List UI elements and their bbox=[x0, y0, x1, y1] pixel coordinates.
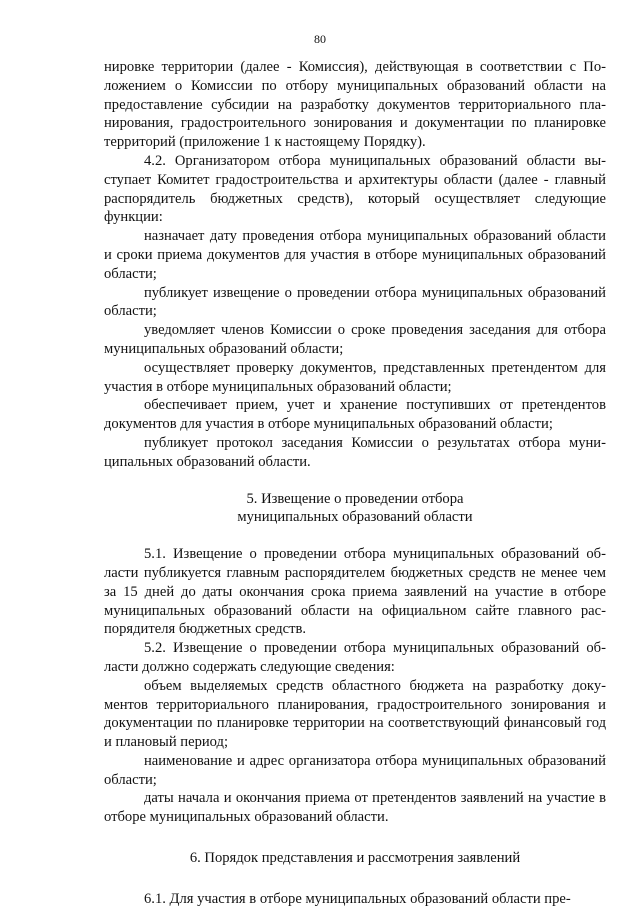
paragraph-5-1: 5.1. Извещение о проведении отбора муниципальных образований области публикуется главным распорядителем бюджетных средств не менее чем за 15 дней до даты окончания срока приема заявлений на участие в отборе муниципальных образований области на официальном сайте главного распорядителя бюджетных средств. bbox=[104, 546, 606, 638]
paragraph-continuation: нировке территории (далее - Комиссия), действующая в соответствии с Положением о Комиссии по отбору муниципальных образований области на предоставление субсидии на разработку документов территориального планирования, градостроительного зонирования и документации по планировке территорий (приложение 1 к настоящему Порядку). bbox=[104, 59, 606, 151]
list-item-notice-info: объем выделяемых средств областного бюджета на разработку документов территориального планирования, градостроительного зонирования и документации по планировке территории на соответствующий финансовый год и плановый период; bbox=[104, 677, 606, 751]
paragraph-5-2: 5.2. Извещение о проведении отбора муниципальных образований области должно содержать следующие сведения: bbox=[104, 640, 606, 675]
list-item-function: осуществляет проверку документов, представленных претендентом для участия в отборе муниципальных образований области; bbox=[104, 359, 606, 395]
page-number: 80 bbox=[314, 32, 326, 46]
list-item-notice-info: даты начала и окончания приема от претендентов заявлений на участие в отборе муниципальных образований области. bbox=[104, 790, 606, 826]
list-item-function: публикует извещение о проведении отбора муниципальных образований области; bbox=[104, 284, 606, 320]
list-item-function: уведомляет членов Комиссии о сроке проведения заседания для отбора муниципальных образований области; bbox=[104, 322, 606, 357]
paragraph-6-1: 6.1. Для участия в отборе муниципальных образований области пре- bbox=[144, 890, 571, 907]
list-item-notice-info: наименование и адрес организатора отбора муниципальных образований области; bbox=[104, 752, 606, 788]
section-5-heading-line1: 5. Извещение о проведении отбора bbox=[246, 490, 464, 507]
section-5-heading-line2: муниципальных образований области bbox=[237, 509, 473, 526]
section-6-heading: 6. Порядок представления и рассмотрения заявлений bbox=[189, 850, 521, 867]
page-body bbox=[104, 58, 606, 909]
list-item-function: назначает дату проведения отбора муниципальных образований области и сроки приема документов для участия в отборе муниципальных образований области; bbox=[104, 228, 606, 282]
paragraph-4-2: 4.2. Организатором отбора муниципальных образований области выступает Комитет градостроительства и архитектуры области (далее - главный распорядитель бюджетных средств), который осуществляет следующие функции: bbox=[104, 152, 606, 226]
list-item-function: публикует протокол заседания Комиссии о результатах отбора муниципальных образований области. bbox=[104, 434, 606, 470]
section-5-heading bbox=[104, 490, 606, 528]
list-item-function: обеспечивает прием, учет и хранение поступивших от претендентов документов для участия в отборе муниципальных образований области; bbox=[104, 397, 606, 433]
